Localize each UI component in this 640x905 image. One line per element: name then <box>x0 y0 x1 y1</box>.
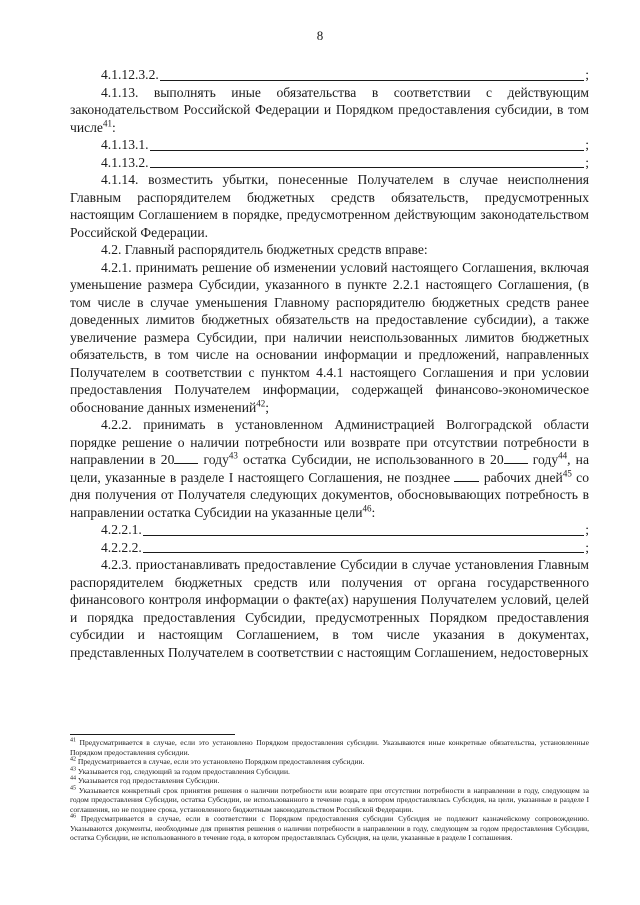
footnote-text: Предусматривается в случае, если это установлено Порядком предоставления субсидии. Указываются иные конкретные обязательства, установленные Порядком предоставления субсидии. <box>70 738 589 757</box>
punctuation: ; <box>585 154 589 170</box>
clause-4-1-13-1 <box>70 136 589 154</box>
clause-text: рабочих дней <box>479 469 563 485</box>
fill-in-blank <box>454 470 479 482</box>
footnote-ref: 43 <box>228 450 238 461</box>
footnote-text: Указывается конкретный срок принятия решения о наличии потребности или возврате при отсутствии потребности в направлении в году, следующем за годом предоставления Субсидии, остатка Субсидии, не использованного в течение года, в котором предоставлялась Субсидия, на цели, указанные в разделе I соглашения, но не позднее срока, установленного бюджетным законодательством Российской Федерации. <box>70 785 589 814</box>
footnote-ref: 41 <box>102 117 112 128</box>
footnote-text: Предусматривается в случае, если это установлено Порядком предоставления субсидии. <box>76 757 365 766</box>
footnote-ref: 45 <box>562 467 572 478</box>
footnote-number: 46 <box>70 813 76 820</box>
clause-text: 4.2.2. принимать в установленном Администрацией Волгоградской области порядке решение о наличии потребности или возврате при отсутствии потребности в направлении в 20 <box>70 417 589 467</box>
clause-4-2: 4.2. Главный распорядитель бюджетных средств вправе: <box>101 242 428 257</box>
clause-text: 4.2.1. принимать решение об изменении условий настоящего Соглашения, включая уменьшение размера Субсидии, указанного в пункте 2.2.1 настоящего Соглашения, (в том числе в случае уменьшения Главному распорядителю бюджетных средств ранее доведенных лимитов бюджетных обязательств на предоставление субсидии), а также увеличение размера Субсидии, при наличии неиспользованных лимитов бюджетных обязательств, в том числе на основании информации и предложений, направленных Получателем в соответствии с пунктом 4.4.1 настоящего Соглашения и при условии предоставления Получателем информации, содержащей финансово-экономическое обоснование данных изменений <box>70 259 589 415</box>
footnote-number: 45 <box>70 784 76 791</box>
footnote-number: 41 <box>70 737 76 744</box>
clause-4-2-2-2 <box>70 539 589 557</box>
fill-in-blank <box>174 452 198 464</box>
clause-text: году <box>198 452 229 467</box>
footnote-ref: 46 <box>362 502 372 513</box>
clause-4-1-12-3-2 <box>70 66 589 84</box>
footnote <box>70 757 589 767</box>
footnote-text: Предусматривается в случае, если в соответствии с Порядком предоставления субсидии Субсидия не подлежит казначейскому сопровождению. Указываются документы, необходимые для принятия решения о наличии потребности в направлении в году, следующем за годом предоставления Субсидии, остатка Субсидии, не использованного в течение года, в котором предоставлялась Субсидия, на цели, указанные в разделе I соглашения. <box>70 814 589 842</box>
fill-in-blank <box>160 67 584 81</box>
clause-4-2-2-1 <box>70 521 589 539</box>
clause-4-1-13-2 <box>70 154 589 172</box>
punctuation: ; <box>265 399 270 415</box>
footnote-ref: 42 <box>256 397 266 408</box>
fill-in-blank <box>150 154 585 168</box>
footnote-number: 44 <box>70 775 76 782</box>
footnote <box>70 786 589 815</box>
footnotes <box>70 738 589 843</box>
punctuation: ; <box>585 67 589 82</box>
clause-text: остатка Субсидии, не использованного в 20 <box>237 452 504 467</box>
fill-in-blank <box>143 539 584 553</box>
document-body <box>70 66 589 661</box>
fill-in-blank <box>143 522 584 536</box>
punctuation: : <box>111 119 116 135</box>
footnote-text: Указывается год предоставления Субсидии. <box>76 776 220 785</box>
punctuation: : <box>371 504 376 520</box>
punctuation: ; <box>585 137 589 152</box>
clause-number: 4.2.2.1. <box>101 522 142 537</box>
clause-4-1-13 <box>70 84 589 137</box>
clause-text: 4.1.13. выполнять иные обязательства в соответствии с действующим законодательством Российской Федерации и Порядком предоставления субсидии, в том числе <box>70 84 589 135</box>
punctuation: ; <box>585 522 589 537</box>
clause-number: 4.1.13.1. <box>101 137 149 152</box>
clause-number: 4.1.13.2. <box>101 154 149 170</box>
clause-text: со дня получения от Получателя следующих документов, обосновывающих потребность в направлении остатка Субсидии на указанные цели <box>70 469 590 520</box>
footnote-number: 42 <box>70 756 76 763</box>
clause-number: 4.2.2.2. <box>101 539 142 555</box>
fill-in-blank <box>150 137 585 151</box>
page-number: 8 <box>316 28 324 43</box>
footnote <box>70 776 589 786</box>
footnote-text: Указывается год, следующий за годом предоставления Субсидии. <box>76 766 290 776</box>
footnote <box>70 738 589 757</box>
clause-4-1-14: 4.1.14. возместить убытки, понесенные Получателем в случае неисполнения Главным распорядителем бюджетных средств обязательств, предусмотренных настоящим Соглашением в порядке, предусмотренном действующим законодательством Российской Федерации. <box>70 172 589 240</box>
clause-4-2-3: 4.2.3. приостанавливать предоставление Субсидии в случае установления Главным распорядителем бюджетных средств или получения от органа государственного финансового контроля информации о факте(ах) нарушения Получателем условий, целей и порядка предоставления Субсидии, предусмотренных Порядком предоставления субсидии и настоящим Соглашением, в том числе указания в документах, представленных Получателем в соответствии с настоящим Соглашением, недостоверных <box>70 557 589 660</box>
clause-number: 4.1.12.3.2. <box>101 67 159 82</box>
footnote <box>70 767 589 777</box>
clause-4-2-1 <box>70 259 589 417</box>
clause-text: , на цели, указанные в разделе I настоящего Соглашения, не позднее <box>70 452 589 485</box>
footnote <box>70 814 589 843</box>
clause-4-2-2 <box>70 416 589 521</box>
footnote-number: 43 <box>70 765 76 772</box>
clause-text: году <box>527 452 559 467</box>
punctuation: ; <box>585 539 589 555</box>
fill-in-blank <box>504 452 528 464</box>
footnote-separator <box>70 734 235 735</box>
footnote-ref: 44 <box>558 450 568 461</box>
